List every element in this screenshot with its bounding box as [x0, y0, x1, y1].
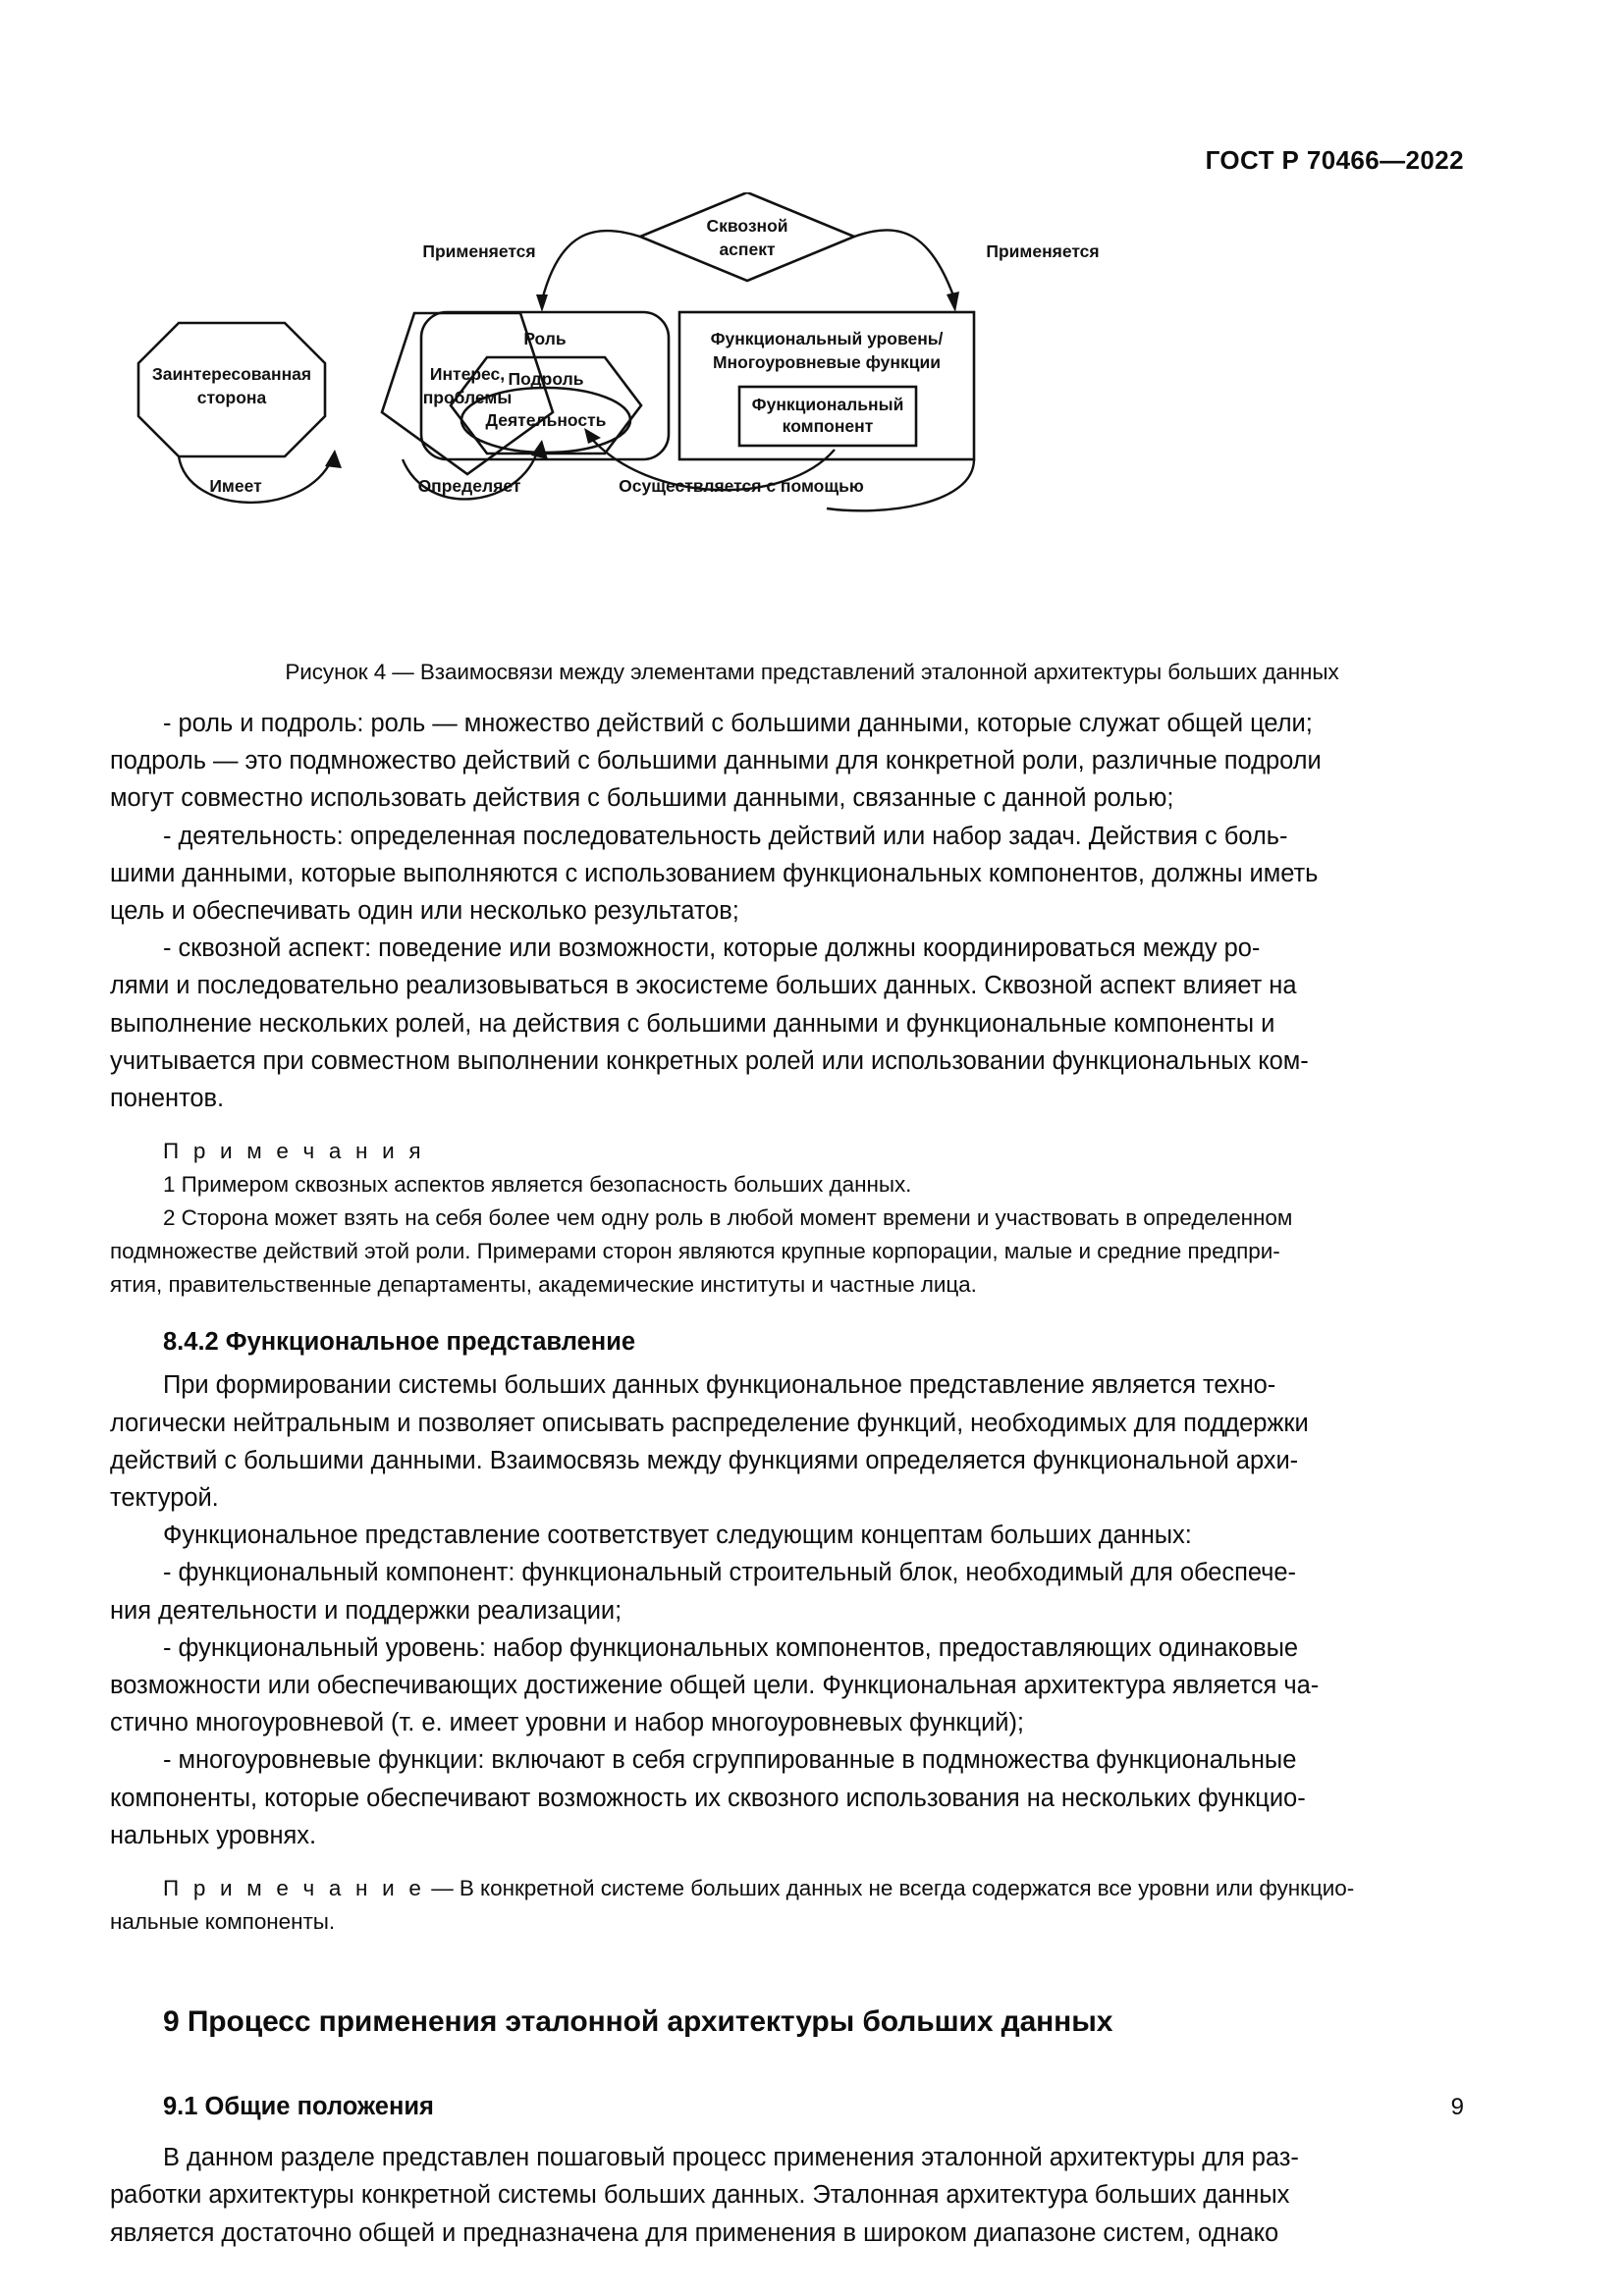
bullet-fl-line2: возможности или обеспечивающих достижение общей цели. Функциональная архитектура является ча- — [110, 1672, 1320, 1700]
bullet-crosscutting-line5: понентов. — [110, 1085, 225, 1113]
performed-with-label: Осуществляется с помощью — [619, 476, 864, 496]
note-2-line3: ятия, правительственные департаменты, академические институты и частные лица. — [110, 1272, 977, 1298]
bullet-mf-line2: компоненты, которые обеспечивают возможность их сквозного использования на нескольких функцио- — [110, 1784, 1306, 1812]
para-concepts: Функциональное представление соответствует следующим концептам больших данных: — [163, 1522, 1192, 1550]
subrole-label: Подроль — [508, 369, 584, 389]
bullet-fc-line1: - функциональный компонент: функциональный строительный блок, необходимый для обеспече- — [163, 1559, 1296, 1587]
functional-level-line2: Многоуровневые функции — [712, 352, 942, 372]
performed-with-arrowhead — [584, 428, 601, 444]
has-label: Имеет — [209, 476, 262, 496]
document-body — [110, 705, 1516, 2252]
applies-right-arrow-line — [854, 230, 954, 298]
clause-8-4-2-heading: 8.4.2 Функциональное представление — [163, 1328, 636, 1357]
applies-left-label: Применяется — [422, 241, 536, 261]
crosscutting-aspect-line2: аспект — [719, 240, 776, 259]
stakeholder-line1: Заинтересованная — [151, 364, 312, 384]
role-label: Роль — [523, 329, 567, 348]
bullet-activity-line2: шими данными, которые выполняются с использованием функциональных компонентов, должны иметь — [110, 859, 1319, 887]
note-single-line1: — В конкретной системе больших данных не всегда содержатся все уровни или функцио- — [425, 1876, 1355, 1901]
note-1: 1 Примером сквозных аспектов является безопасность больших данных. — [163, 1172, 912, 1198]
bullet-fc-line2: ния деятельности и поддержки реализации; — [110, 1596, 623, 1625]
has-arrowhead — [325, 450, 342, 468]
bullet-crosscutting-line3: выполнение нескольких ролей, на действия с большими данными и функциональные компоненты и — [110, 1009, 1275, 1038]
clause-9-1-heading: 9.1 Общие положения — [163, 2093, 434, 2121]
applies-right-arrowhead — [947, 292, 959, 312]
note-single-line2: нальные компоненты. — [110, 1909, 336, 1935]
stakeholder-line2: сторона — [196, 388, 267, 407]
functional-component-line1: Функциональный — [751, 395, 904, 414]
para-8-4-2-line1: При формировании системы больших данных функциональное представление является техно- — [163, 1371, 1276, 1400]
bullet-fl-line1: - функциональный уровень: набор функциональных компонентов, предоставляющих одинаковые — [163, 1633, 1298, 1662]
clause-9-heading: 9 Процесс применения эталонной архитектуры больших данных — [163, 2005, 1113, 2039]
crosscutting-aspect-shape — [640, 192, 854, 281]
functional-component-line2: компонент — [782, 416, 874, 436]
para-8-4-2-line2: логически нейтральным и позволяет описывать распределение функций, необходимых для поддержки — [110, 1409, 1309, 1437]
applies-left-arrowhead — [536, 294, 548, 312]
bullet-role-line2: подроль — это подмножество действий с большими данными для конкретной роли, различные подроли — [110, 747, 1322, 775]
para-9-1-line1: В данном разделе представлен пошаговый процесс применения эталонной архитектуры для раз- — [163, 2144, 1299, 2172]
running-header-standard-id: ГОСТ Р 70466—2022 — [1205, 145, 1464, 175]
applies-right-label: Применяется — [986, 241, 1100, 261]
page-number: 9 — [1450, 2094, 1464, 2120]
bullet-role-line3: могут совместно использовать действия с большими данными, связанные с данной ролью; — [110, 784, 1174, 813]
bullet-crosscutting-line1: - сквозной аспект: поведение или возможности, которые должны координироваться между ро- — [163, 934, 1261, 963]
functional-level-line1: Функциональный уровень/ — [710, 329, 944, 348]
defines-label: Определяет — [417, 476, 521, 496]
para-9-1-line3: является достаточно общей и предназначена для применения в широком диапазоне систем, однако — [110, 2218, 1279, 2247]
para-9-1-line2: работки архитектуры конкретной системы больших данных. Эталонная архитектура больших данных — [110, 2181, 1290, 2210]
figure-4-caption: Рисунок 4 — Взаимосвязи между элементами представлений эталонной архитектуры больших данных — [285, 660, 1339, 684]
interest-line1: Интерес, — [429, 364, 506, 384]
bullet-activity-line1: - деятельность: определенная последовательность действий или набор задач. Действия с боль- — [163, 822, 1288, 850]
interest-line2: проблемы — [422, 388, 513, 407]
bullet-fl-line3: стично многоуровневой (т. е. имеет уровни и набор многоуровневых функций); — [110, 1709, 1024, 1737]
bullet-activity-line3: цель и обеспечивать один или несколько результатов; — [110, 897, 739, 926]
bullet-mf-line3: нальных уровнях. — [110, 1821, 316, 1849]
crosscutting-aspect-line1: Сквозной — [706, 216, 788, 236]
note-2-line1: 2 Сторона может взять на себя более чем одну роль в любой момент времени и участвовать в определенном — [163, 1205, 1293, 1231]
note-single-prefix: П р и м е ч а н и е — [163, 1876, 426, 1901]
bullet-mf-line1: - многоуровневые функции: включают в себя сгруппированные в подмножества функциональные — [163, 1746, 1297, 1775]
figure-4-diagram — [98, 192, 1532, 654]
applies-left-arrow-line — [542, 231, 640, 300]
para-8-4-2-line4: тектурой. — [110, 1484, 219, 1513]
bullet-crosscutting-line2: лями и последовательно реализовываться в экосистеме больших данных. Сквозной аспект влияет на — [110, 972, 1297, 1000]
activity-label: Деятельность — [485, 410, 607, 430]
note-2-line2: подмножестве действий этой роли. Примерами сторон являются крупные корпорации, малые и средние предпри- — [110, 1239, 1280, 1264]
bullet-crosscutting-line4: учитывается при совместном выполнении конкретных ролей или использовании функциональных ком- — [110, 1046, 1309, 1075]
defines-arrowhead — [531, 440, 548, 459]
notes-heading: П р и м е ч а н и я — [163, 1139, 425, 1164]
para-8-4-2-line3: действий с большими данными. Взаимосвязь между функциями определяется функциональной архи- — [110, 1446, 1299, 1474]
bullet-role-line1: - роль и подроль: роль — множество действий с большими данными, которые служат общей цели; — [163, 710, 1313, 737]
